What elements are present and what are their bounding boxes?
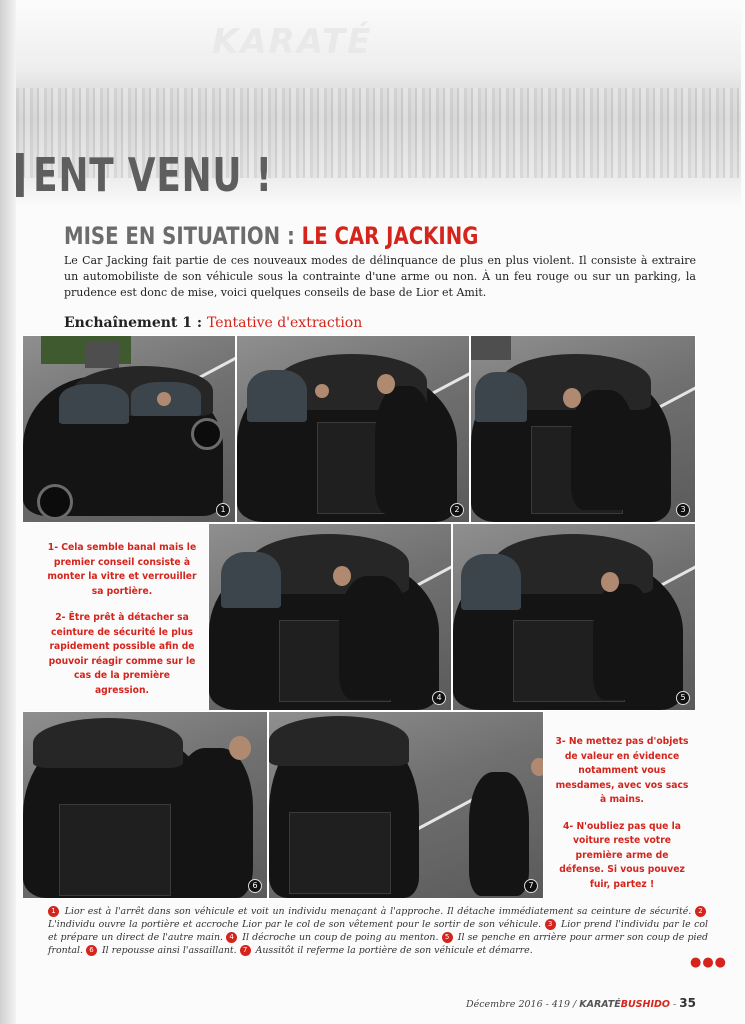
sequence-label: Enchaînement 1 : [64, 315, 207, 331]
photo-number-7: 7 [524, 879, 538, 893]
caption-number-3: 3 [545, 919, 556, 930]
page-footer [466, 996, 696, 1010]
photo-captions [48, 905, 708, 957]
section-title-prefix: MISE EN SITUATION : [64, 222, 302, 250]
photo-step-6 [22, 711, 268, 899]
caption-4: Il décroche un coup de poing au menton. [242, 932, 439, 943]
section-title [64, 222, 478, 250]
caption-6: Il repousse ainsi l'assaillant. [101, 945, 237, 956]
photo-number-5: 5 [676, 691, 690, 705]
photo-number-1: 1 [216, 503, 230, 517]
caption-1: Lior est à l'arrêt dans son véhicule et voit un individu menaçant à l'approche. Il détache immédiatement sa ceinture de sécurité. [64, 906, 692, 917]
caption-number-4: 4 [226, 932, 237, 943]
footer-brand-bushido: BUSHIDO [620, 999, 670, 1010]
photo-number-2: 2 [450, 503, 464, 517]
article-title-text: ENT VENU ! [33, 148, 273, 202]
photo-number-6: 6 [248, 879, 262, 893]
caption-2: L'individu ouvre la portière et accroche Lior par le col de son vêtement pour le sortir de son véhicule. [48, 919, 542, 930]
sequence-title: Tentative d'extraction [206, 315, 363, 331]
intro-paragraph: Le Car Jacking fait partie de ces nouveaux modes de délinquance de plus en plus violent. Il consiste à extraire un automobiliste de son véhicule sous la contrainte d'une arme ou non. À un feu rouge ou sur un parking, la prudence est donc de mise, voici quelques conseils de base de Lior et Amit. [64, 254, 696, 299]
article-title [16, 148, 273, 202]
caption-number-6: 6 [86, 945, 97, 956]
footer-issue: Décembre 2016 - 419 / [466, 999, 580, 1010]
title-fragment-bar [16, 153, 24, 197]
advice-3: 3- Ne mettez pas d'objets de valeur en évidence notamment vous mesdames, avec vos sacs à mains. [555, 736, 689, 805]
caption-5: Il se penche en arrière pour armer son coup de pied frontal. [48, 932, 708, 956]
advice-right [554, 735, 690, 892]
caption-number-5: 5 [442, 932, 453, 943]
continued-marker: ●●● [690, 955, 728, 970]
photo-step-4 [208, 523, 452, 711]
advice-1: 1- Cela semble banal mais le premier conseil consiste à monter la vitre et verrouiller sa portière. [47, 542, 197, 597]
section-title-highlight: LE CAR JACKING [301, 222, 479, 250]
photo-step-2 [236, 335, 470, 523]
caption-number-1: 1 [48, 906, 59, 917]
photo-number-3: 3 [676, 503, 690, 517]
sequence-heading [64, 315, 362, 331]
photo-step-5 [452, 523, 696, 711]
footer-brand-karate: KARATÉ [579, 999, 621, 1010]
advice-4: 4- N'oubliez pas que la voiture reste votre première arme de défense. Si vous pouvez fuir, partez ! [559, 820, 685, 890]
page-number: 35 [679, 996, 696, 1010]
caption-number-7: 7 [240, 945, 251, 956]
caption-7: Aussitôt il referme la portière de son véhicule et démarre. [255, 945, 533, 956]
page-gutter [0, 0, 16, 1024]
advice-left [47, 541, 198, 698]
photo-step-3 [470, 335, 696, 523]
caption-3: Lior prend l'individu par le col et prépare un direct de l'autre main. [48, 919, 709, 943]
advice-2: 2- Être prêt à détacher sa ceinture de sécurité le plus rapidement possible afin de pouvoir réagir comme sur le cas de la première agression. [48, 612, 196, 696]
photo-number-4: 4 [432, 691, 446, 705]
footer-separator: - [669, 999, 680, 1010]
photo-step-1 [22, 335, 236, 523]
caption-number-2: 2 [695, 906, 706, 917]
banner-watermark-logo: KARATÉ [212, 22, 373, 62]
photo-step-7 [268, 711, 544, 899]
